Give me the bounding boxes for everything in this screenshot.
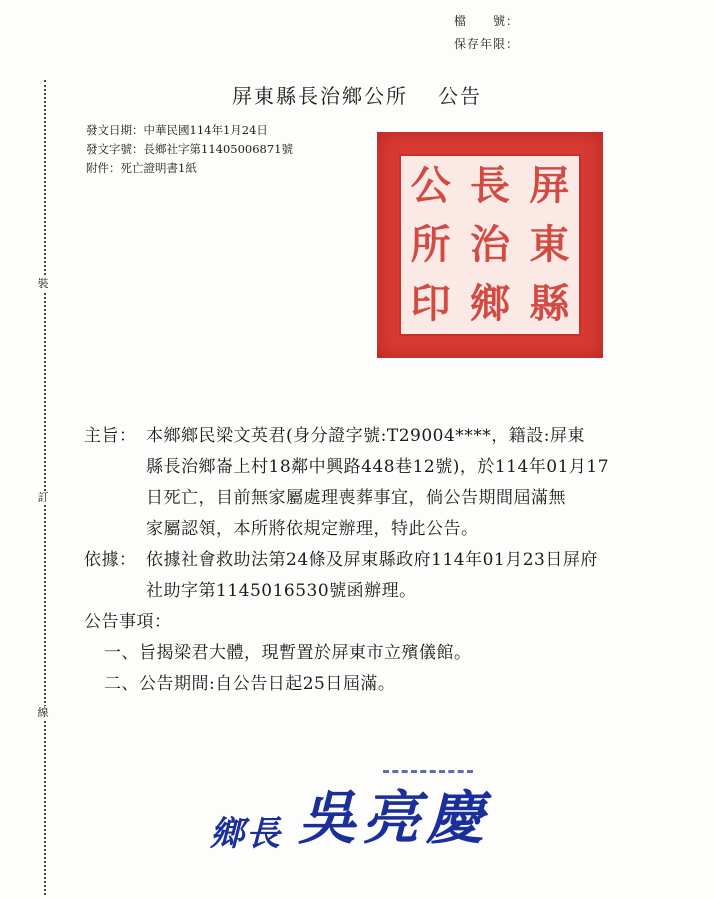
seal-char: 所	[410, 220, 451, 268]
signature-name: 吳亮慶	[298, 784, 491, 852]
signature-stamp	[210, 775, 490, 855]
notice-item-2: 二、公告期間:自公告日起25日屆滿。	[104, 674, 396, 694]
file-number-label: 檔 號：	[454, 14, 520, 28]
seal-char: 東	[529, 220, 570, 268]
office-name: 屏東縣長治鄉公所	[232, 84, 408, 108]
issue-date: 發文日期：中華民國114年1月24日	[86, 123, 268, 137]
subject-label: 主旨：	[84, 426, 137, 446]
signature-title: 鄉長	[210, 814, 282, 854]
subject-line-3: 日死亡，目前無家屬處理喪葬事宜，倘公告期間屆滿無	[146, 488, 566, 508]
seal-characters	[401, 156, 579, 334]
attachment: 附件：死亡證明書1紙	[86, 161, 197, 175]
basis-label: 依據：	[84, 550, 137, 570]
seal-char: 縣	[529, 280, 570, 328]
seal-char: 鄉	[470, 280, 510, 328]
seal-char: 屏	[529, 161, 570, 209]
basis-line-2: 社助字第1145016530號函辦理。	[146, 581, 417, 601]
retention-label: 保存年限：	[454, 37, 520, 51]
subject-line-4: 家屬認領，本所將依規定辦理，特此公告。	[146, 519, 479, 539]
seal-inner-frame	[399, 154, 581, 336]
subject-line-2: 縣長治鄉崙上村18鄰中興路448巷12號)，於114年01月17	[146, 457, 610, 477]
subject-line-1: 本鄉鄉民梁文英君(身分證字號:T29004****，籍設:屏東	[146, 426, 586, 446]
basis-line-1: 依據社會救助法第24條及屏東縣政府114年01月23日屏府	[146, 550, 598, 570]
binding-mark-xian: 線	[32, 706, 54, 720]
doc-number: 發文字號：長鄉社字第11405006871號	[86, 142, 293, 156]
seal-char: 印	[410, 280, 451, 328]
binding-mark-ding: 訂	[32, 491, 54, 505]
seal-char: 治	[470, 220, 510, 268]
notice-item-1: 一、旨揭梁君大體，現暫置於屏東市立殯儀館。	[104, 643, 472, 663]
document-title	[0, 80, 714, 109]
seal-char: 公	[410, 161, 451, 209]
doc-type: 公告	[438, 84, 482, 108]
notice-label: 公告事項：	[84, 612, 172, 632]
official-seal	[377, 132, 603, 358]
seal-char: 長	[470, 161, 510, 209]
binding-mark-zhuang: 裝	[32, 277, 54, 291]
binding-dotted-line	[44, 80, 46, 895]
